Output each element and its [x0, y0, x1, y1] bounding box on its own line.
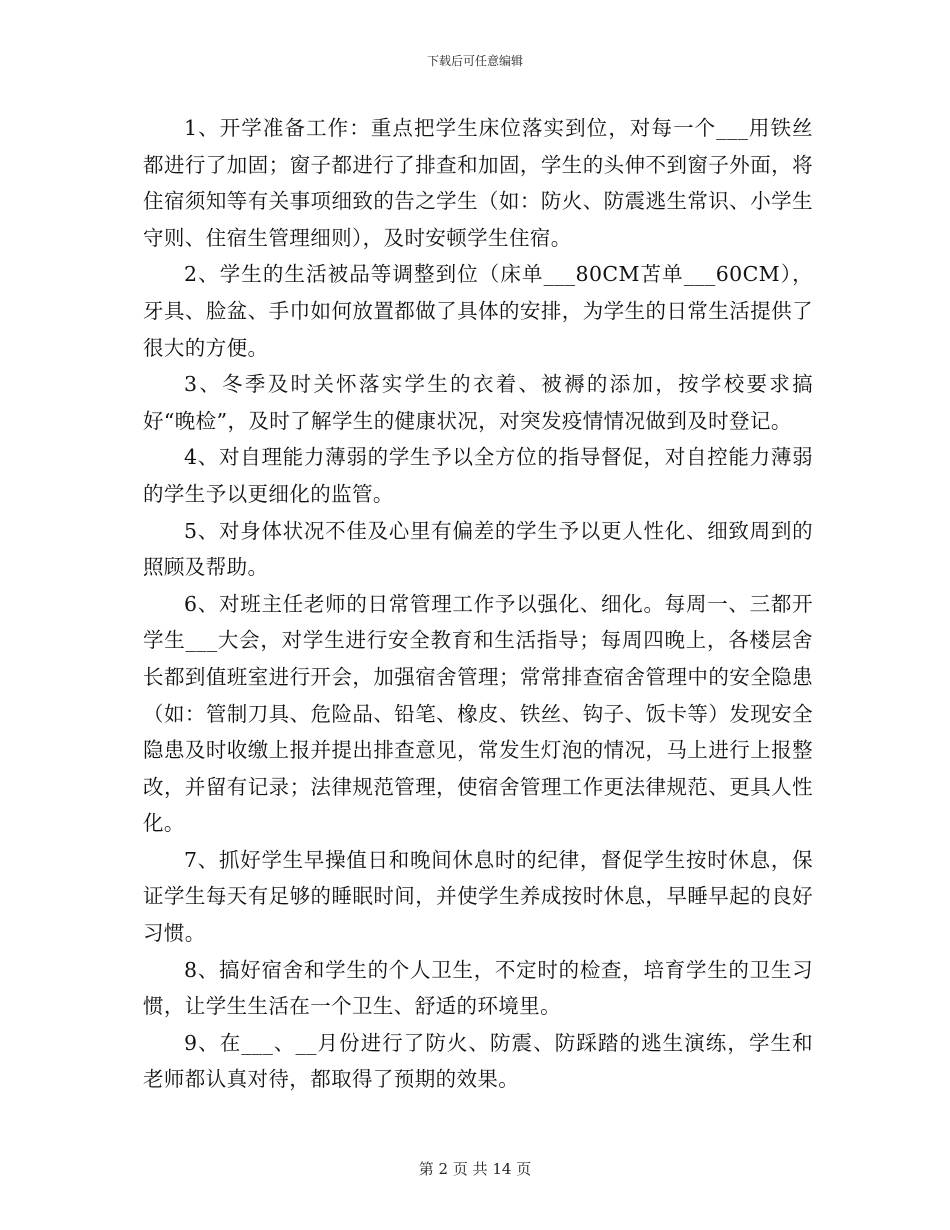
- paragraph-1: 1、开学准备工作：重点把学生床位落实到位，对每一个___用铁丝都进行了加固；窗子都进行了排查和加固，学生的头伸不到窗子外面，将住宿须知等有关事项细致的告之学生（如：防火、防震逃生常识、小学生守则、住宿生管理细则），及时安顿学生住宿。: [143, 116, 813, 250]
- paragraph-4: 4、对自理能力薄弱的学生予以全方位的指导督促，对自控能力薄弱的学生予以更细化的监管。: [143, 445, 813, 506]
- paragraph-5: 5、对身体状况不佳及心里有偏差的学生予以更人性化、细致周到的照顾及帮助。: [143, 518, 813, 580]
- paragraph-7: 7、抓好学生早操值日和晚间休息时的纪律，督促学生按时休息，保证学生每天有足够的睡眠时间，并使学生养成按时休息，早睡早起的良好习惯。: [143, 847, 813, 946]
- page-header: 下载后可任意编辑: [426, 54, 523, 68]
- page-footer: 第 2 页 共 14 页: [418, 1160, 532, 1178]
- paragraph-9: 9、在___、__月份进行了防火、防震、防踩踏的逃生演练，学生和老师都认真对待，都取得了预期的效果。: [143, 1030, 813, 1092]
- paragraph-2: 2、学生的生活被品等调整到位（床单___80CM苫单___60CM），牙具、脸盆、手巾如何放置都做了具体的安排，为学生的日常生活提供了很大的方便。: [143, 262, 813, 360]
- paragraph-6: 6、对班主任老师的日常管理工作予以强化、细化。每周一、三都开学生___大会，对学生进行安全教育和生活指导；每周四晚上，各楼层舍长都到值班室进行开会，加强宿舍管理；常常排查宿舍管理中的安全隐患（如：管制刀具、危险品、铅笔、橡皮、铁丝、钩子、饭卡等）发现安全隐患及时收缴上报并提出排查意见，常发生灯泡的情况，马上进行上报整改，并留有记录；法律规范管理，使宿舍管理工作更法律规范、更具人性化。: [143, 591, 813, 836]
- paragraph-3: 3、冬季及时关怀落实学生的衣着、被褥的添加，按学校要求搞好“晚检”，及时了解学生的健康状况，对突发疫情情况做到及时登记。: [143, 372, 813, 433]
- document-body: [143, 110, 813, 1098]
- paragraph-8: 8、搞好宿舍和学生的个人卫生，不定时的检查，培育学生的卫生习惯，让学生生活在一个卫生、舒适的环境里。: [143, 957, 813, 1019]
